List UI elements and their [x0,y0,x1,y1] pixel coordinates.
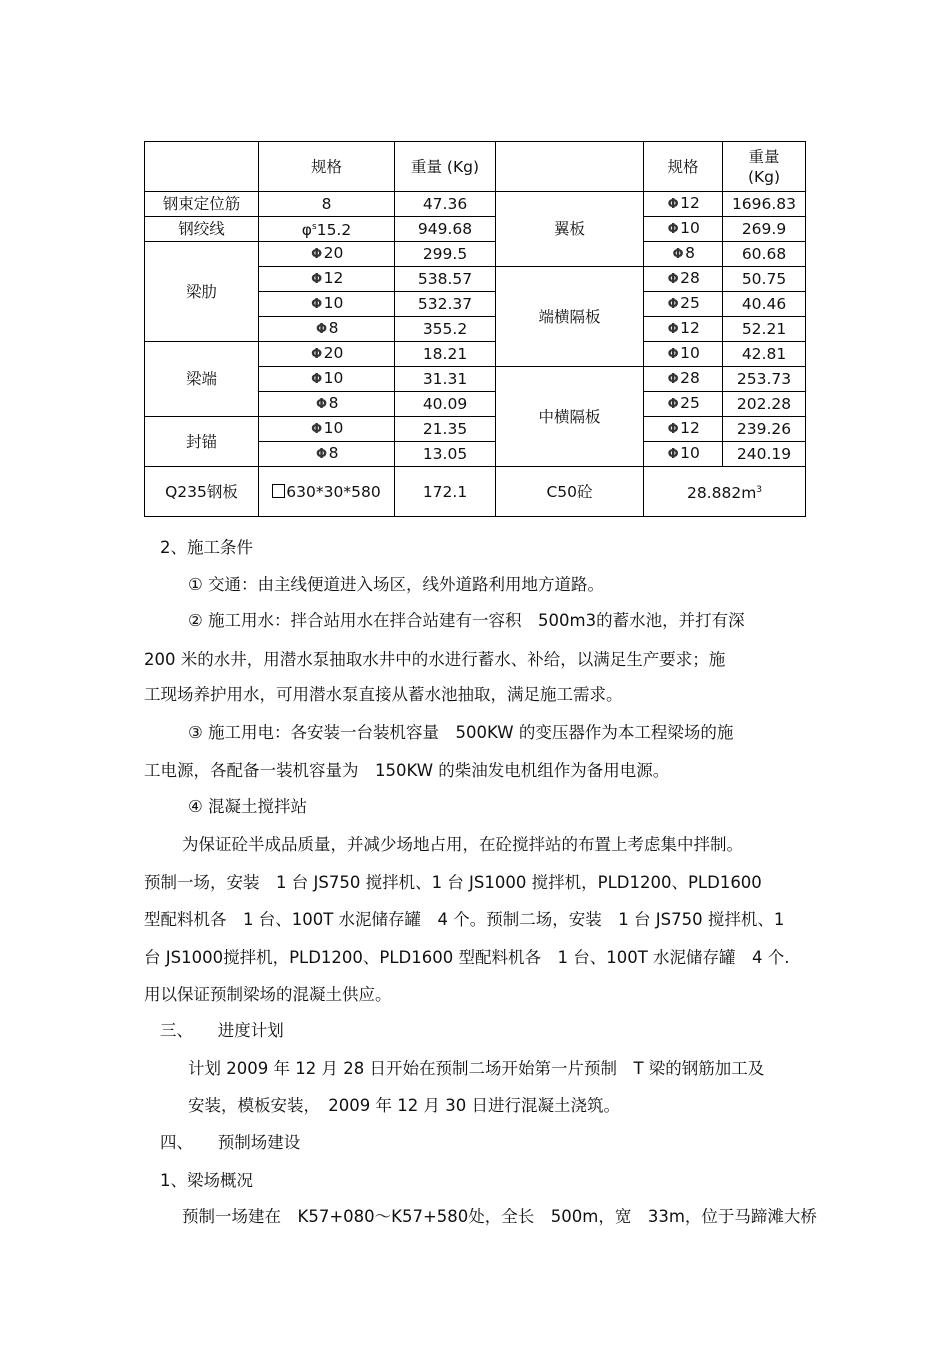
rebar-icon: Φ [667,447,679,462]
paragraph-line: 安装，模板安装， 2009 年 12 月 30 日进行混凝土浇筑。 [188,1096,620,1115]
rebar-icon: Φ [311,297,323,312]
rebar-icon: Φ [667,222,679,237]
paragraph-line: 计划 2009 年 12 月 28 日开始在预制二场开始第一片预制 T 梁的钢筋加工及 [188,1059,765,1078]
table-row: Φ8 355.2 Φ12 52.21 [145,317,806,342]
rebar-icon: Φ [667,347,679,362]
rebar-icon: Φ [667,422,679,437]
paragraph-line: 预制一场建在 K57+080～K57+580处，全长 500m，宽 33m，位于马蹄滩大桥 [182,1207,817,1226]
rebar-icon: Φ [667,197,679,212]
section-heading: 1、梁场概况 [160,1171,253,1190]
table-row: Φ12 538.57 端横隔板 Φ28 50.75 [145,267,806,292]
paragraph-line: 工现场养护用水，可用潜水泵直接从蓄水池抽取，满足施工需求。 [144,685,623,704]
rebar-icon: Φ [311,272,323,287]
group-mid: 中横隔板 [496,367,644,467]
rebar-icon: Φ [667,322,679,337]
rebar-icon: Φ [667,397,679,412]
table-row: Φ8 40.09 Φ25 202.28 [145,392,806,417]
rebar-icon: Φ [667,272,679,287]
rebar-icon: Φ [316,322,328,337]
paragraph-line: 型配料机各 1 台、100T 水泥储存罐 4 个。预制二场，安装 1 台 JS750 搅拌机、1 [144,910,785,929]
rebar-icon: Φ [311,347,323,362]
paragraph-line: ③ 施工用电：各安装一台装机容量 500KW 的变压器作为本工程梁场的施 [188,723,734,742]
rebar-icon: Φ [316,397,328,412]
rebar-icon: Φ [311,372,323,387]
rebar-icon: Φ [667,297,679,312]
paragraph-line: ② 施工用水：拌合站用水在拌合站建有一容积 500m3的蓄水池，并打有深 [188,611,745,630]
header-spec: 规格 [259,142,395,192]
rebar-icon: Φ [316,447,328,462]
section-heading: 2、施工条件 [160,538,253,557]
table-row: Φ10 532.37 Φ25 40.46 [145,292,806,317]
group-wing: 翼板 [496,192,644,267]
rebar-icon: Φ [667,372,679,387]
paragraph-line: ④ 混凝土搅拌站 [188,797,308,816]
paragraph-line: 预制一场，安装 1 台 JS750 搅拌机、1 台 JS1000 搅拌机，PLD1200、PLD1600 [144,873,762,892]
table-header-row [145,142,806,192]
table-row: Q235钢板 630*30*580 172.1 C50砼 $28.882m^3$ [145,467,806,517]
group-end: 端横隔板 [496,267,644,367]
paragraph-line: 为保证砼半成品质量，并减少场地占用，在砼搅拌站的布置上考虑集中拌制。 [182,835,743,854]
section-heading: 三、 进度计划 [160,1021,284,1040]
header-weight: 重量 (Kg) [395,142,496,192]
paragraph-line: 台 JS1000搅拌机，PLD1200、PLD1600 型配料机各 1 台、100T 水泥储存罐 4 个. [144,948,790,967]
table-row: Φ10 31.31 中横隔板 Φ28 253.73 [145,367,806,392]
rebar-icon: Φ [311,247,323,262]
header-empty [145,142,259,192]
table-row: 梁肋 Φ20 299.5 Φ8 60.68 [145,242,806,267]
table-row: 钢绞线 $\varphi^s15.2$ 949.68 Φ10 269.9 [145,217,806,242]
materials-table [144,141,806,517]
table-row: Φ8 13.05 Φ10 240.19 [145,442,806,467]
rebar-icon: Φ [311,422,323,437]
table-row: 钢束定位筋 8 47.36 翼板 Φ12 1696.83 [145,192,806,217]
paragraph-line: 200 米的水井，用潜水泵抽取水井中的水进行蓄水、补给，以满足生产要求；施 [144,650,726,669]
header-weight-2: 重量 (Kg) [723,142,806,192]
paragraph-line: 工电源，各配备一装机容量为 150KW 的柴油发电机组作为备用电源。 [144,761,670,780]
table-row: 封锚 Φ10 21.35 Φ12 239.26 [145,417,806,442]
header-empty-2 [496,142,644,192]
table-row: 梁端 Φ20 18.21 Φ10 42.81 [145,342,806,367]
rebar-icon: Φ [672,247,684,262]
header-spec-2: 规格 [644,142,723,192]
section-heading: 四、 预制场建设 [160,1133,301,1152]
paragraph-line: ① 交通：由主线便道进入场区，线外道路利用地方道路。 [188,575,605,594]
square-icon [272,484,285,498]
paragraph-line: 用以保证预制梁场的混凝土供应。 [144,985,392,1004]
